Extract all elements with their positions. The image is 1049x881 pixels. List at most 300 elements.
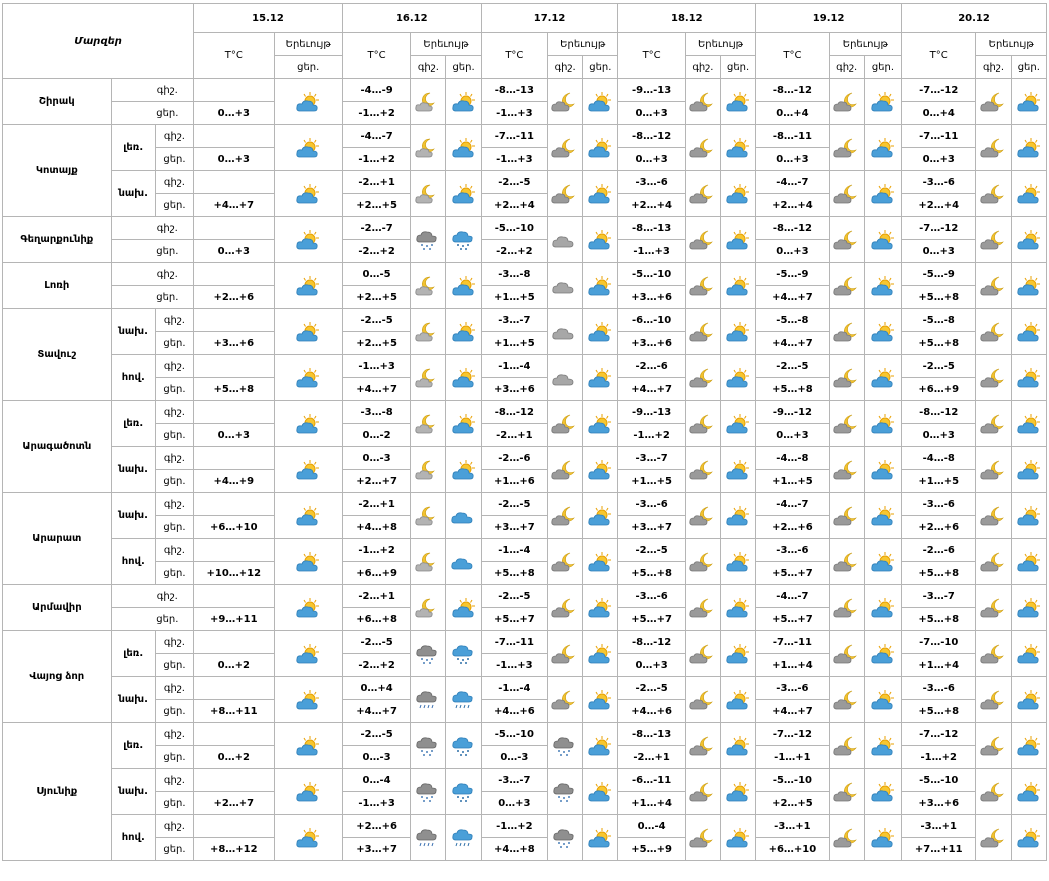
day-weather-icon-cell [864, 263, 901, 309]
temperature-range [194, 815, 274, 838]
time-of-day-text: ցեր. [163, 429, 186, 441]
day-weather-icon-cell [446, 263, 481, 309]
time-of-day-text: գիշ. [163, 360, 185, 372]
region-name [3, 217, 112, 263]
moon-cloud-icon [976, 827, 1010, 849]
night-weather-icon-cell [829, 79, 864, 125]
day-weather-icon-cell [446, 217, 481, 263]
time-of-day-text: ցեր. [163, 521, 186, 533]
sun-cloud-icon [865, 597, 901, 619]
night-weather-icon-cell [411, 79, 446, 125]
temperature-range-text: +3…+6 [213, 337, 255, 349]
night-weather-icon-cell [685, 815, 720, 861]
day-header-text: ցեր. [727, 61, 750, 73]
snow-cloud-icon [446, 781, 480, 803]
day-weather-icon-cell [583, 677, 618, 723]
temperature-range [194, 677, 274, 700]
moon-cloud-icon [548, 551, 582, 573]
night-header-text: գիշ. [836, 61, 858, 73]
moon-cloud-icon [830, 321, 864, 343]
temperature-range [481, 171, 547, 194]
day-weather-icon-cell [721, 493, 756, 539]
temperature-range [194, 217, 274, 240]
sun-cloud-icon [721, 459, 755, 481]
area-label [111, 493, 155, 539]
temperature-range [342, 838, 410, 861]
temperature-range-text: +8…+12 [209, 843, 258, 855]
temperature-range [618, 194, 685, 217]
temperature-range-text: -2…-7 [360, 222, 393, 234]
temperature-range-text: 0…+3 [635, 659, 668, 671]
time-of-day-text: գիշ. [163, 682, 185, 694]
area-label [111, 125, 155, 171]
date-header [618, 4, 756, 33]
temperature-range [618, 286, 685, 309]
temperature-range [618, 516, 685, 539]
sun-cloud-icon [275, 505, 342, 527]
temperature-range-text: 0…-5 [362, 268, 391, 280]
sun-cloud-icon [583, 689, 617, 711]
moon-cloud-icon [686, 91, 720, 113]
temperature-range [194, 838, 274, 861]
day-weather-icon-cell [583, 723, 618, 769]
temperature-range-text: -2…-5 [498, 498, 531, 510]
time-of-day-text: գիշ. [163, 176, 185, 188]
temperature-range [481, 378, 547, 401]
temperature-range [342, 769, 410, 792]
temperature-range-text: -2…+2 [358, 245, 395, 257]
table-row [3, 355, 1047, 378]
sun-cloud-icon [583, 735, 617, 757]
temperature-range-text: -2…-6 [635, 360, 668, 372]
temperature-range [342, 79, 410, 102]
temperature-range [756, 746, 829, 769]
night-weather-icon-cell [685, 355, 720, 401]
day-weather-icon-cell [446, 125, 481, 171]
temperature-range [342, 194, 410, 217]
night-weather-icon-cell [411, 723, 446, 769]
temp-header [902, 33, 976, 79]
night-weather-icon-cell [829, 493, 864, 539]
moon-cloud-icon [830, 551, 864, 573]
day-weather-icon-cell [446, 769, 481, 815]
night-weather-icon-cell [548, 539, 583, 585]
night-weather-icon-cell [548, 677, 583, 723]
moon-cloud-icon [830, 367, 864, 389]
night-weather-icon-cell [685, 447, 720, 493]
temperature-range [618, 355, 685, 378]
temperature-range-text: +2…+6 [918, 521, 960, 533]
temperature-range [342, 470, 410, 493]
temperature-range-text: -2…-5 [360, 728, 393, 740]
forecast-table [2, 3, 1047, 861]
sun-cloud-icon [446, 459, 480, 481]
temperature-range [902, 424, 976, 447]
temperature-range [481, 516, 547, 539]
sun-cloud-icon [1012, 321, 1046, 343]
table-row [3, 723, 1047, 746]
night-weather-icon-cell [976, 815, 1011, 861]
date-header-text: 19.12 [812, 12, 845, 24]
sun-cloud-icon [275, 91, 342, 113]
weather-icon-cell [274, 401, 342, 447]
temperature-range [618, 562, 685, 585]
temperature-range-text: -7…-10 [919, 636, 959, 648]
moon-cloud-icon [976, 735, 1010, 757]
temperature-range [756, 700, 829, 723]
region-name [3, 263, 112, 309]
temp-header-text: T°C [224, 50, 243, 61]
time-of-day [155, 516, 193, 539]
weather-icon-cell [274, 677, 342, 723]
temperature-range-text: -1…+2 [358, 544, 395, 556]
night-weather-icon-cell [411, 401, 446, 447]
time-of-day [155, 447, 193, 470]
temperature-range-text: -9…-13 [632, 84, 672, 96]
moon-cloud-icon [830, 413, 864, 435]
day-weather-icon-cell [1011, 815, 1046, 861]
sun-cloud-icon [275, 367, 342, 389]
temperature-range [342, 102, 410, 125]
day-header [721, 56, 756, 79]
temperature-range [618, 585, 685, 608]
temp-header [194, 33, 274, 79]
night-weather-icon-cell [829, 171, 864, 217]
temperature-range [194, 240, 274, 263]
moon-cloud-icon [976, 689, 1010, 711]
temperature-range-text: 0…-2 [362, 429, 391, 441]
temperature-range-text: +1…+5 [772, 475, 813, 487]
time-of-day-text: գիշ. [163, 314, 185, 326]
moon-cloud-icon [830, 137, 864, 159]
temperature-range [618, 309, 685, 332]
day-weather-icon-cell [1011, 769, 1046, 815]
temperature-range-text: +2…+7 [356, 475, 397, 487]
moon-cloud-icon [686, 827, 720, 849]
time-of-day [155, 401, 193, 424]
temperature-range [481, 700, 547, 723]
moon-cloud-icon [830, 183, 864, 205]
time-of-day-text: գիշ. [163, 636, 185, 648]
temperature-range-text: +1…+4 [918, 659, 960, 671]
temperature-range [342, 332, 410, 355]
temperature-range [481, 631, 547, 654]
temperature-range [902, 585, 976, 608]
temperature-range [342, 401, 410, 424]
temperature-range [342, 378, 410, 401]
snow-cloud-icon [411, 781, 445, 803]
time-of-day [155, 171, 193, 194]
night-weather-icon-cell [548, 263, 583, 309]
temperature-range-text: -3…-6 [922, 682, 955, 694]
moon-cloud-icon [830, 505, 864, 527]
area-label-text: հով. [121, 556, 145, 567]
day-weather-icon-cell [1011, 309, 1046, 355]
temperature-range-text: +6…+9 [918, 383, 960, 395]
sun-cloud-icon [865, 689, 901, 711]
day-weather-icon-cell [446, 723, 481, 769]
temperature-range-text: -1…+2 [633, 429, 670, 441]
temperature-range [342, 815, 410, 838]
temperature-range-text: 0…+3 [217, 107, 250, 119]
night-weather-icon-cell [829, 815, 864, 861]
day-weather-icon-cell [446, 585, 481, 631]
rain-cloud-icon [446, 827, 480, 849]
temperature-range-text: -8…-13 [494, 84, 534, 96]
day-weather-icon-cell [721, 125, 756, 171]
time-of-day [111, 79, 193, 102]
sun-cloud-icon [721, 689, 755, 711]
temperature-range-text: 0…+2 [217, 659, 250, 671]
temperature-range [902, 677, 976, 700]
area-label-text: լեռ. [123, 648, 144, 659]
moon-cloud-icon [976, 459, 1010, 481]
temperature-range [194, 631, 274, 654]
temperature-range [756, 125, 829, 148]
temperature-range-text: -1…+3 [358, 797, 395, 809]
temperature-range-text: -2…-5 [498, 176, 531, 188]
temperature-range [342, 424, 410, 447]
temperature-range-text: +3…+7 [356, 843, 397, 855]
time-of-day-text: ցեր. [156, 107, 179, 119]
temperature-range-text: -2…-5 [635, 682, 668, 694]
temperature-range-text: 0…+4 [776, 107, 809, 119]
temperature-range-text: -7…-12 [919, 728, 959, 740]
weather-icon-cell [274, 125, 342, 171]
night-weather-icon-cell [976, 355, 1011, 401]
moon-cloud-icon [686, 735, 720, 757]
moon-cloud-icon [686, 367, 720, 389]
day-weather-icon-cell [583, 493, 618, 539]
temperature-range [756, 194, 829, 217]
area-label [111, 309, 155, 355]
temperature-range-text: +5…+7 [631, 613, 672, 625]
day-header-text: ցեր. [452, 61, 475, 73]
temperature-range-text: +1…+5 [494, 337, 535, 349]
temperature-range-text: -5…-8 [776, 314, 809, 326]
night-weather-icon-cell [548, 585, 583, 631]
sun-cloud-icon [865, 137, 901, 159]
temperature-range-text: -5…-9 [922, 268, 955, 280]
temperature-range-text: -2…+2 [358, 659, 395, 671]
table-row [3, 815, 1047, 838]
temperature-range-text: -7…-11 [772, 636, 812, 648]
temperature-range-text: +2…+5 [356, 199, 397, 211]
day-weather-icon-cell [446, 355, 481, 401]
weather-header-text: Երեւույթ [423, 38, 469, 50]
time-of-day [155, 769, 193, 792]
temperature-range [902, 723, 976, 746]
temperature-range-text: +9…+11 [209, 613, 258, 625]
sun-cloud-icon [583, 229, 617, 251]
night-weather-icon-cell [685, 125, 720, 171]
region-name [3, 723, 112, 861]
date-header-text: 17.12 [533, 12, 566, 24]
moon-cloud-icon [686, 275, 720, 297]
sun-cloud-icon [275, 413, 342, 435]
weather-icon-cell [274, 79, 342, 125]
day-weather-icon-cell [721, 309, 756, 355]
temperature-range-text: -5…-10 [772, 774, 812, 786]
moon-cloud-icon [830, 91, 864, 113]
night-weather-icon-cell [829, 539, 864, 585]
temperature-range-text: -5…-10 [919, 774, 959, 786]
cloud-icon [548, 275, 582, 297]
moon-cloud-icon [686, 137, 720, 159]
temperature-range [618, 493, 685, 516]
area-label [111, 355, 155, 401]
sun-cloud-icon [721, 275, 755, 297]
day-weather-icon-cell [864, 493, 901, 539]
temperature-range [756, 102, 829, 125]
temperature-range [194, 286, 274, 309]
temperature-range [902, 562, 976, 585]
night-weather-icon-cell [829, 217, 864, 263]
night-weather-icon-cell [829, 401, 864, 447]
time-of-day [111, 217, 193, 240]
temperature-range [756, 332, 829, 355]
night-weather-icon-cell [548, 217, 583, 263]
temperature-range-text: +7…+11 [914, 843, 963, 855]
temperature-range-text: +2…+4 [918, 199, 960, 211]
day-weather-icon-cell [1011, 447, 1046, 493]
temperature-range-text: +4…+7 [631, 383, 672, 395]
sun-cloud-icon [721, 827, 755, 849]
temperature-range-text: +6…+10 [209, 521, 258, 533]
moon-cloud-icon [686, 643, 720, 665]
temperature-range-text: +2…+4 [494, 199, 535, 211]
temperature-range-text: -4…-7 [776, 590, 809, 602]
sun-cloud-icon [721, 413, 755, 435]
temperature-range [481, 79, 547, 102]
day-weather-icon-cell [446, 631, 481, 677]
temperature-range [618, 470, 685, 493]
temperature-range-text: -1…-4 [498, 682, 531, 694]
temperature-range [902, 746, 976, 769]
temperature-range [481, 217, 547, 240]
temperature-range-text: -3…+1 [920, 820, 957, 832]
weather-header [976, 33, 1047, 56]
night-header-text: գիշ. [554, 61, 576, 73]
sun-cloud-icon [1012, 275, 1046, 297]
night-weather-icon-cell [829, 309, 864, 355]
day-weather-icon-cell [446, 171, 481, 217]
sun-cloud-icon [1012, 551, 1046, 573]
temperature-range-text: -2…-5 [776, 360, 809, 372]
day-weather-icon-cell [864, 539, 901, 585]
temperature-range [481, 102, 547, 125]
time-of-day-text: ցեր. [163, 705, 186, 717]
day-weather-icon-cell [864, 447, 901, 493]
moon-cloud-icon [686, 229, 720, 251]
temperature-range [618, 125, 685, 148]
temperature-range [902, 493, 976, 516]
sun-cloud-icon [583, 91, 617, 113]
temp-header-text: T°C [505, 50, 524, 61]
moon-cloud-icon [411, 505, 445, 527]
table-row [3, 585, 1047, 608]
temperature-range-text: -3…-6 [635, 498, 668, 510]
time-of-day [155, 332, 193, 355]
moon-cloud-icon [411, 137, 445, 159]
temperature-range [481, 309, 547, 332]
table-row [3, 769, 1047, 792]
day-weather-icon-cell [1011, 723, 1046, 769]
temperature-range [756, 723, 829, 746]
temperature-range [756, 447, 829, 470]
night-header-text: գիշ. [982, 61, 1005, 73]
sun-cloud-icon [865, 367, 901, 389]
day-weather-icon-cell [864, 815, 901, 861]
temperature-range [756, 263, 829, 286]
temperature-range-text: 0…-3 [362, 452, 391, 464]
sun-cloud-icon [275, 229, 342, 251]
moon-cloud-icon [411, 413, 445, 435]
time-of-day [155, 654, 193, 677]
temperature-range [342, 723, 410, 746]
temperature-range [756, 608, 829, 631]
day-weather-icon-cell [1011, 493, 1046, 539]
day-weather-icon-cell [1011, 125, 1046, 171]
temperature-range [342, 539, 410, 562]
night-weather-icon-cell [411, 125, 446, 171]
area-label-text: հով. [121, 372, 145, 383]
temperature-range-text: -4…-7 [360, 130, 393, 142]
time-of-day-text: ցեր. [163, 199, 186, 211]
temperature-range-text: 0…+3 [776, 245, 809, 257]
weather-icon-cell [274, 355, 342, 401]
sun-cloud-icon [865, 91, 901, 113]
sun-cloud-icon [446, 183, 480, 205]
region-name-text: Արարատ [32, 533, 82, 544]
sun-cloud-icon [1012, 643, 1046, 665]
temperature-range-text: +1…+4 [772, 659, 813, 671]
day-weather-icon-cell [721, 677, 756, 723]
temperature-range [194, 401, 274, 424]
temperature-range [481, 194, 547, 217]
time-of-day-text: ցեր. [163, 797, 186, 809]
temperature-range-text: 0…+3 [635, 153, 668, 165]
temperature-range [194, 608, 274, 631]
day-weather-icon-cell [583, 217, 618, 263]
time-of-day [155, 194, 193, 217]
day-weather-icon-cell [583, 125, 618, 171]
temperature-range-text: +4…+7 [213, 199, 255, 211]
moon-cloud-icon [411, 275, 445, 297]
night-header [685, 56, 720, 79]
temperature-range [618, 631, 685, 654]
day-weather-icon-cell [1011, 539, 1046, 585]
night-weather-icon-cell [548, 309, 583, 355]
temperature-range [481, 654, 547, 677]
temperature-range [756, 401, 829, 424]
snow-cloud-icon [548, 827, 582, 849]
night-weather-icon-cell [411, 631, 446, 677]
table-row [3, 631, 1047, 654]
sun-cloud-icon [275, 459, 342, 481]
time-of-day-text: ցեր. [156, 613, 179, 625]
temperature-range-text: -2…-6 [922, 544, 955, 556]
temperature-range [618, 677, 685, 700]
temp-header [756, 33, 829, 79]
day-weather-icon-cell [864, 723, 901, 769]
day-weather-icon-cell [721, 171, 756, 217]
temp-header-text: T°C [367, 50, 386, 61]
sun-cloud-icon [275, 321, 342, 343]
night-weather-icon-cell [685, 263, 720, 309]
temperature-range-text: -1…+2 [358, 153, 395, 165]
day-weather-icon-cell [721, 631, 756, 677]
